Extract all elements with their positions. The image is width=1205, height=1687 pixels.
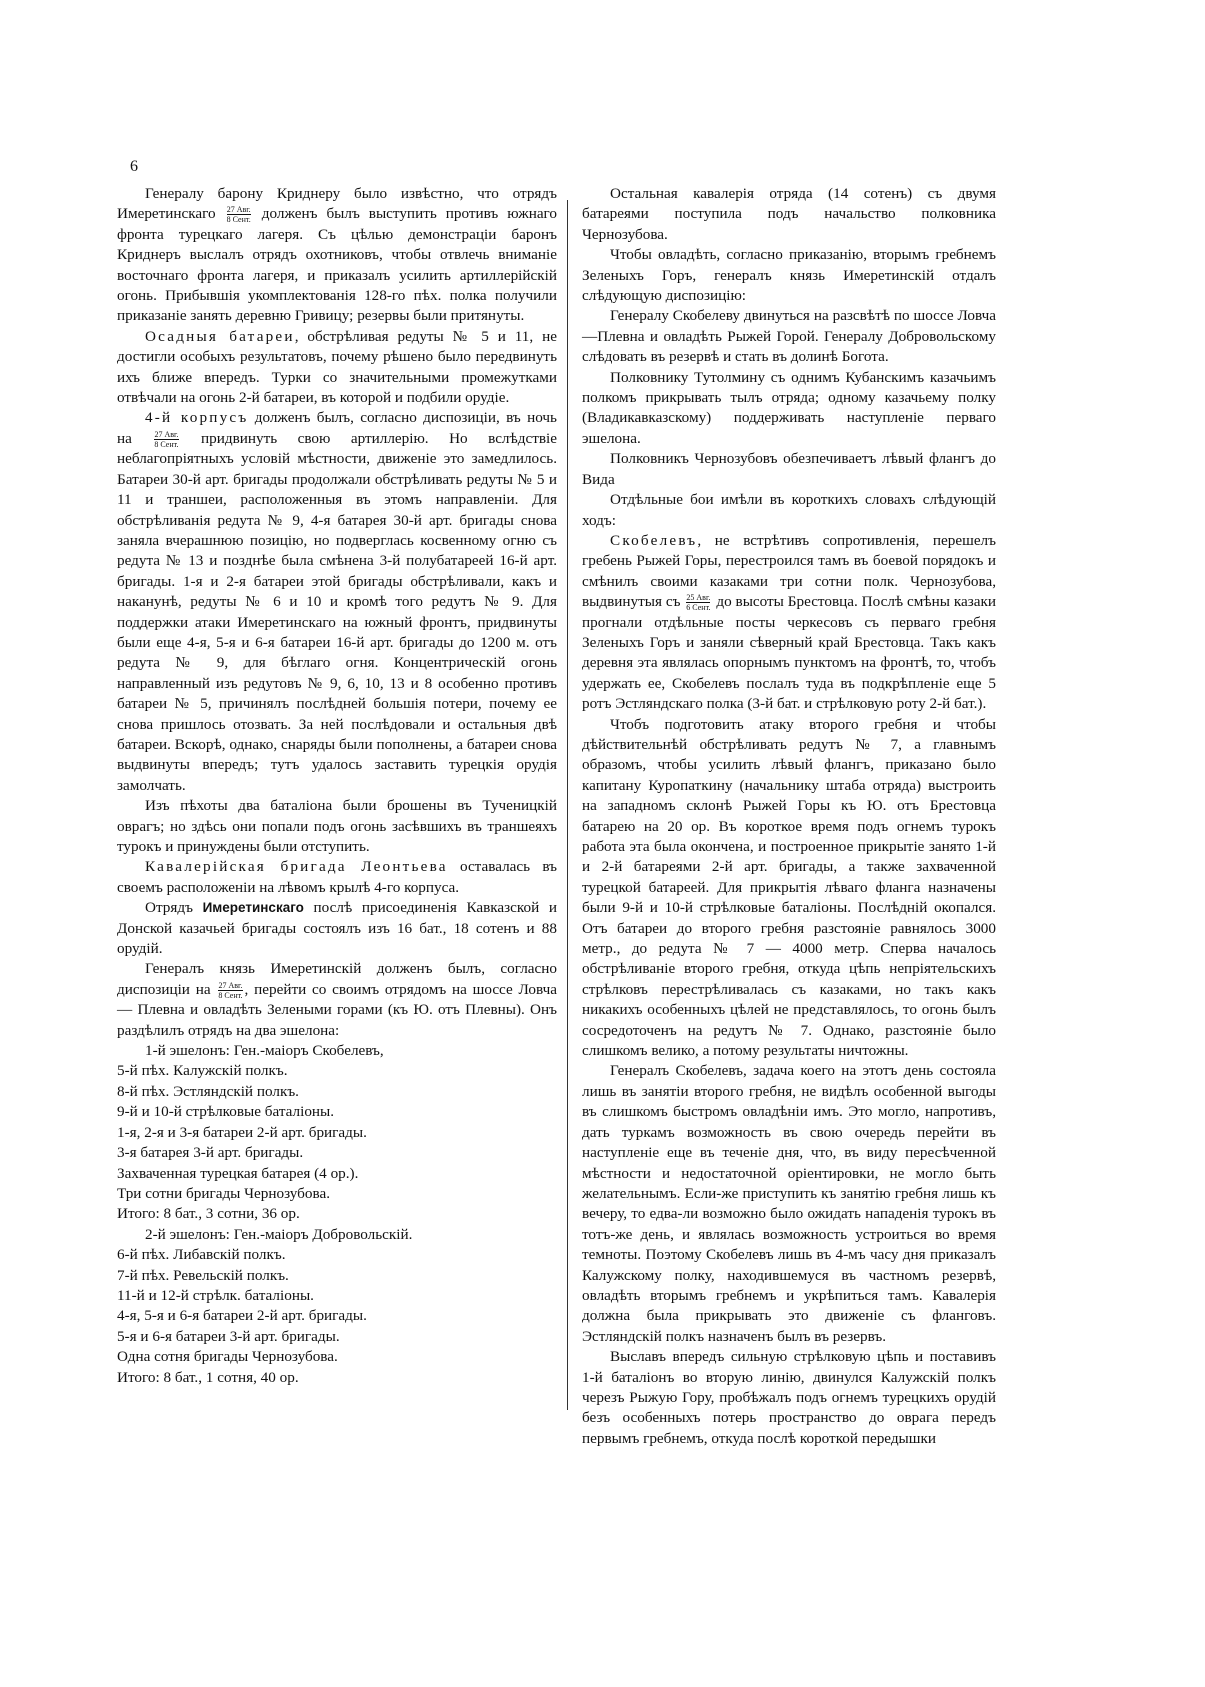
text-run: , перейти со своимъ отрядомъ на шоссе Ловча — Плевна и овладѣть Зелеными горами (къ Ю. отъ Плевны). Онъ раздѣлилъ отрядъ на два эшелона:	[117, 980, 557, 1039]
right-column	[582, 184, 996, 1449]
paragraph	[117, 327, 557, 409]
paragraph	[582, 490, 996, 531]
paragraph	[117, 898, 557, 959]
fraction-numerator: 27 Авг.	[154, 429, 179, 439]
paragraph	[117, 959, 557, 1041]
list-line: 6-й пѣх. Либавскій полкъ.	[117, 1246, 286, 1264]
paragraph	[117, 796, 557, 857]
text-run: Генералу Скобелеву двинуться на разсвѣтѣ по шоссе Ловча—Плевна и овладѣть Рыжей Горой. Генералу Добровольскому слѣдовать въ резервѣ и стать въ долинѣ Богота.	[582, 307, 996, 366]
left-column	[117, 184, 557, 1388]
text-run: Отрядъ	[145, 899, 203, 917]
text-run: Остальная кавалерія отряда (14 сотенъ) съ двумя батареями поступила подъ начальство полковника Чернозубова.	[582, 185, 996, 243]
text-run: Генералъ князь Имеретинскій долженъ былъ, согласно диспозиціи на	[117, 960, 557, 998]
text-run: долженъ былъ, согласно диспозиціи, въ ночь на	[117, 409, 557, 447]
paragraph	[117, 857, 557, 898]
text-run: оставалась въ своемъ расположеніи на лѣвомъ крылѣ 4-го корпуса.	[117, 858, 557, 896]
list-line: 3-я батарея 3-й арт. бригады.	[117, 1144, 304, 1162]
text-run: , не встрѣтивъ сопротивленія, перешелъ гребень Рыжей Горы, перестроился тамъ въ боевой порядокъ и смѣнилъ своими казаками три сотни полк. Чернозубова, выдвинутыя съ	[582, 531, 996, 611]
fraction-denominator: 6 Сент.	[686, 603, 711, 613]
spaced-emphasis: Осадныя батареи	[145, 327, 295, 345]
fraction-denominator: 8 Сент.	[154, 439, 179, 449]
text-run: долженъ былъ выступить противъ южнаго фронта турецкаго лагеря. Съ цѣлью демонстраціи баронъ Криднеръ выслалъ отрядъ охотниковъ, чтобы отвлечь вниманіе восточнаго фронта лагеря, и приказалъ усилить артиллерійскій огонь. Прибывшія укомплектованія 128-го пѣх. полка получили приказаніе занять деревню Гривицу; резервы были притянуты.	[117, 205, 558, 325]
list-line: 9-й и 10-й стрѣлковые баталіоны.	[117, 1103, 335, 1121]
text-run: Чтобы овладѣть, согласно приказанію, вторымъ гребнемъ Зеленыхъ Горъ, генералъ князь Имеретинскій отдалъ слѣдующую диспозицію:	[582, 246, 996, 305]
bold-emphasis: Имеретинскаго	[202, 900, 304, 916]
fraction-numerator: 25 Авг.	[686, 593, 711, 603]
paragraph	[582, 1061, 996, 1347]
paragraph	[582, 715, 996, 1062]
paragraph	[582, 368, 996, 450]
list-line: Итого: 8 бат., 3 сотни, 36 ор.	[117, 1205, 300, 1223]
list-line: 11-й и 12-й стрѣлк. баталіоны.	[117, 1286, 314, 1304]
date-fraction	[227, 205, 251, 224]
list-line: 4-я, 5-я и 6-я батареи 2-й арт. бригады.	[117, 1307, 367, 1325]
text-run: Чтобъ подготовить атаку второго гребня и чтобы дѣйствительнѣй обстрѣливать редутъ № 7, а главнымъ образомъ, чтобы усилить лѣвый флангъ, приказано было капитану Куропаткину (начальнику штаба отряда) выстроить на западномъ склонѣ Рыжей Горы къ Ю. отъ Брестовца батарею на 20 ор. Въ короткое время подъ огнемъ турокъ работа эта была окончена, и построенное прикрытіе занято 1-й и 2-й батареями 2-й арт. бригады, а также захваченной турецкой батареей. Для прикрытія лѣваго фланга назначены были 9-й и 10-й стрѣлковые баталіоны. Послѣдній окопался. Отъ батареи до второго гребня разстояніе равнялось 3000 метр., до редута № 7 — 4000 метр. Сперва началось обстрѣливаніе второго гребня, откуда цѣпь непріятельскихъ стрѣлковъ перестрѣливалась съ казаками, но такъ какъ никакихъ особенныхъ цѣлей не представлялось, то огонь былъ сосредоточенъ на редутъ № 7. Однако, разстояніе было слишкомъ велико, а потому результаты ничтожны.	[582, 715, 996, 1060]
text-run: послѣ присоединенія Кавказской и Донской казачьей бригады состоялъ изъ 16 бат., 18 сотенъ и 88 орудій.	[117, 899, 558, 958]
column-divider	[567, 200, 568, 1410]
date-fraction	[218, 981, 242, 1000]
paragraph	[582, 306, 996, 367]
text-run: Полковникъ Чернозубовъ обезпечиваетъ лѣвый флангъ до Вида	[582, 450, 996, 488]
list-line: Захваченная турецкая батарея (4 ор.).	[117, 1164, 359, 1182]
paragraph	[582, 449, 996, 490]
list-line: 5-й пѣх. Калужскій полкъ.	[117, 1062, 288, 1080]
list-line: Три сотни бригады Чернозубова.	[117, 1184, 331, 1202]
paragraph	[582, 184, 996, 245]
spaced-emphasis: Скобелевъ	[610, 531, 698, 549]
paragraph	[117, 408, 557, 796]
date-fraction	[686, 593, 710, 612]
fraction-numerator: 27 Авг.	[218, 980, 243, 990]
list-line: Итого: 8 бат., 1 сотня, 40 ор.	[117, 1368, 299, 1386]
text-run: Изъ пѣхоты два баталіона были брошены въ Тученицкій оврагъ; но здѣсь они попали подъ огонь засѣвшихъ въ траншеяхъ турокъ и принуждены были отступить.	[117, 797, 557, 855]
text-run: Генералъ Скобелевъ, задача коего на этотъ день состояла лишь въ занятіи второго гребня, не видѣлъ особенной выгоды въ слишкомъ быстромъ овладѣніи имъ. Это могло, напротивъ, дать туркамъ возможность въ свою очередь перейти въ наступленіе еще въ теченіе дня, что, въ виду пересѣченной мѣстности и недостаточной оріентировки, не могло быть желательнымъ. Если-же приступить къ занятію гребня лишь къ вечеру, то едва-ли возможно было ожидать нападенія турокъ въ тотъ-же день, и являлась возможность устроиться во время темноты. Поэтому Скобелевъ лишь въ 4-мъ часу дня приказалъ Калужскому полку, находившемуся въ частномъ резервѣ, овладѣть вторымъ гребнемъ и укрѣпиться тамъ. Кавалерія должна была прикрывать это движеніе съ фланговъ. Эстляндскій полкъ назначенъ былъ въ резервъ.	[582, 1062, 996, 1345]
spaced-emphasis: Кавалерійская бригада Леонтьева	[145, 858, 448, 876]
list-line: Одна сотня бригады Чернозубова.	[117, 1348, 338, 1366]
text-run: Полковнику Тутолмину съ однимъ Кубанскимъ казачьимъ полкомъ прикрывать тылъ отряда; одному казачьему полку (Владикавказскому) поддерживать наступленіе перваго эшелона.	[582, 368, 996, 447]
paragraph	[582, 245, 996, 306]
text-run: Генералу барону Криднеру было извѣстно, что отрядъ Имеретинскаго	[117, 185, 557, 223]
fraction-denominator: 8 Сент.	[226, 215, 251, 225]
text-run: Выславъ впередъ сильную стрѣлковую цѣпь и поставивъ 1-й баталіонъ во вторую линію, двинулся Калужскій полкъ черезъ Рыжую Гору, пробѣжалъ подъ огнемъ турецкихъ орудій безъ особенныхъ потерь пространство до оврага передъ первымъ гребнемъ, откуда послѣ короткой передышки	[582, 1348, 996, 1447]
fraction-numerator: 27 Авг.	[226, 205, 251, 215]
list-line: 1-й эшелонъ: Ген.-маіоръ Скобелевъ,	[145, 1042, 384, 1060]
list-line: 1-я, 2-я и 3-я батареи 2-й арт. бригады.	[117, 1123, 367, 1141]
list-line: 5-я и 6-я батареи 3-й арт. бригады.	[117, 1327, 340, 1345]
text-run: до высоты Брестовца. Послѣ смѣны казаки прогнали отдѣльные посты черкесовъ съ перваго гребня Зеленыхъ Горъ и заняли сѣверный край Брестовца. Такъ какъ деревня эта являлась опорнымъ пунктомъ на фронтѣ, то, чтобъ удержать ее, Скобелевъ послалъ туда въ подкрѣпленіе еще 5 ротъ Эстляндскаго полка (3-й бат. и стрѣлковую роту 2-й бат.).	[582, 593, 996, 713]
list-line: 7-й пѣх. Ревельскій полкъ.	[117, 1266, 289, 1284]
text-run: , обстрѣливая редуты № 5 и 11, не достигли особыхъ результатовъ, почему рѣшено было передвинуть ихъ ближе впередъ. Турки со значительными промежутками отвѣчали на огонь 2-й батареи, въ которой и подбили орудіе.	[117, 327, 557, 407]
text-run: Отдѣльные бои имѣли въ короткихъ словахъ слѣдующій ходъ:	[582, 491, 996, 529]
fraction-denominator: 8 Сент.	[218, 990, 243, 1000]
spaced-emphasis: 4-й корпусъ	[145, 409, 249, 427]
list-line: 8-й пѣх. Эстляндскій полкъ.	[117, 1082, 299, 1100]
page-number: 6	[130, 158, 138, 175]
text-run: придвинуть свою артиллерію. Но вслѣдствіе неблагопріятныхъ условій мѣстности, движеніе это замедлилось. Батареи 30-й арт. бригады продолжали обстрѣливать редуты № 5 и 11 и траншеи, расположенныя въ этомъ направленіи. Для обстрѣливанія редута № 9, 4-я батарея 30-й арт. бригады снова заняла вчерашнюю позицію, но подверглась косвенному огню съ редута № 13 и позднѣе была смѣнена 3-й полубатареей 16-й арт. бригады. 1-я и 2-я батареи этой бригады обстрѣливали, какъ и наканунѣ, редуты № 6 и 10 и кромѣ того редутъ № 9. Для поддержки атаки Имеретинскаго на южный фронтъ, придвинуты были еще 4-я, 5-я и 6-я батареи 16-й арт. бригады до 1200 м. отъ редута № 9, для бѣглаго огня. Концентрическій огонь направленный изъ редутовъ № 9, 6, 10, 13 и 8 особенно противъ батареи № 5, причинялъ послѣдней большія потери, почему ее снова пришлось отозвать. За ней послѣдовали и остальныя двѣ батареи. Вскорѣ, однако, снаряды были пополнены, а батареи снова выдвинуты впередъ; тутъ удалось заставить турецкія орудія замолчать.	[117, 429, 557, 794]
paragraph	[582, 1347, 996, 1449]
paragraph	[582, 531, 996, 715]
paragraph	[117, 184, 557, 327]
date-fraction	[154, 430, 178, 449]
list-line: 2-й эшелонъ: Ген.-маіоръ Добровольскій.	[145, 1225, 413, 1243]
